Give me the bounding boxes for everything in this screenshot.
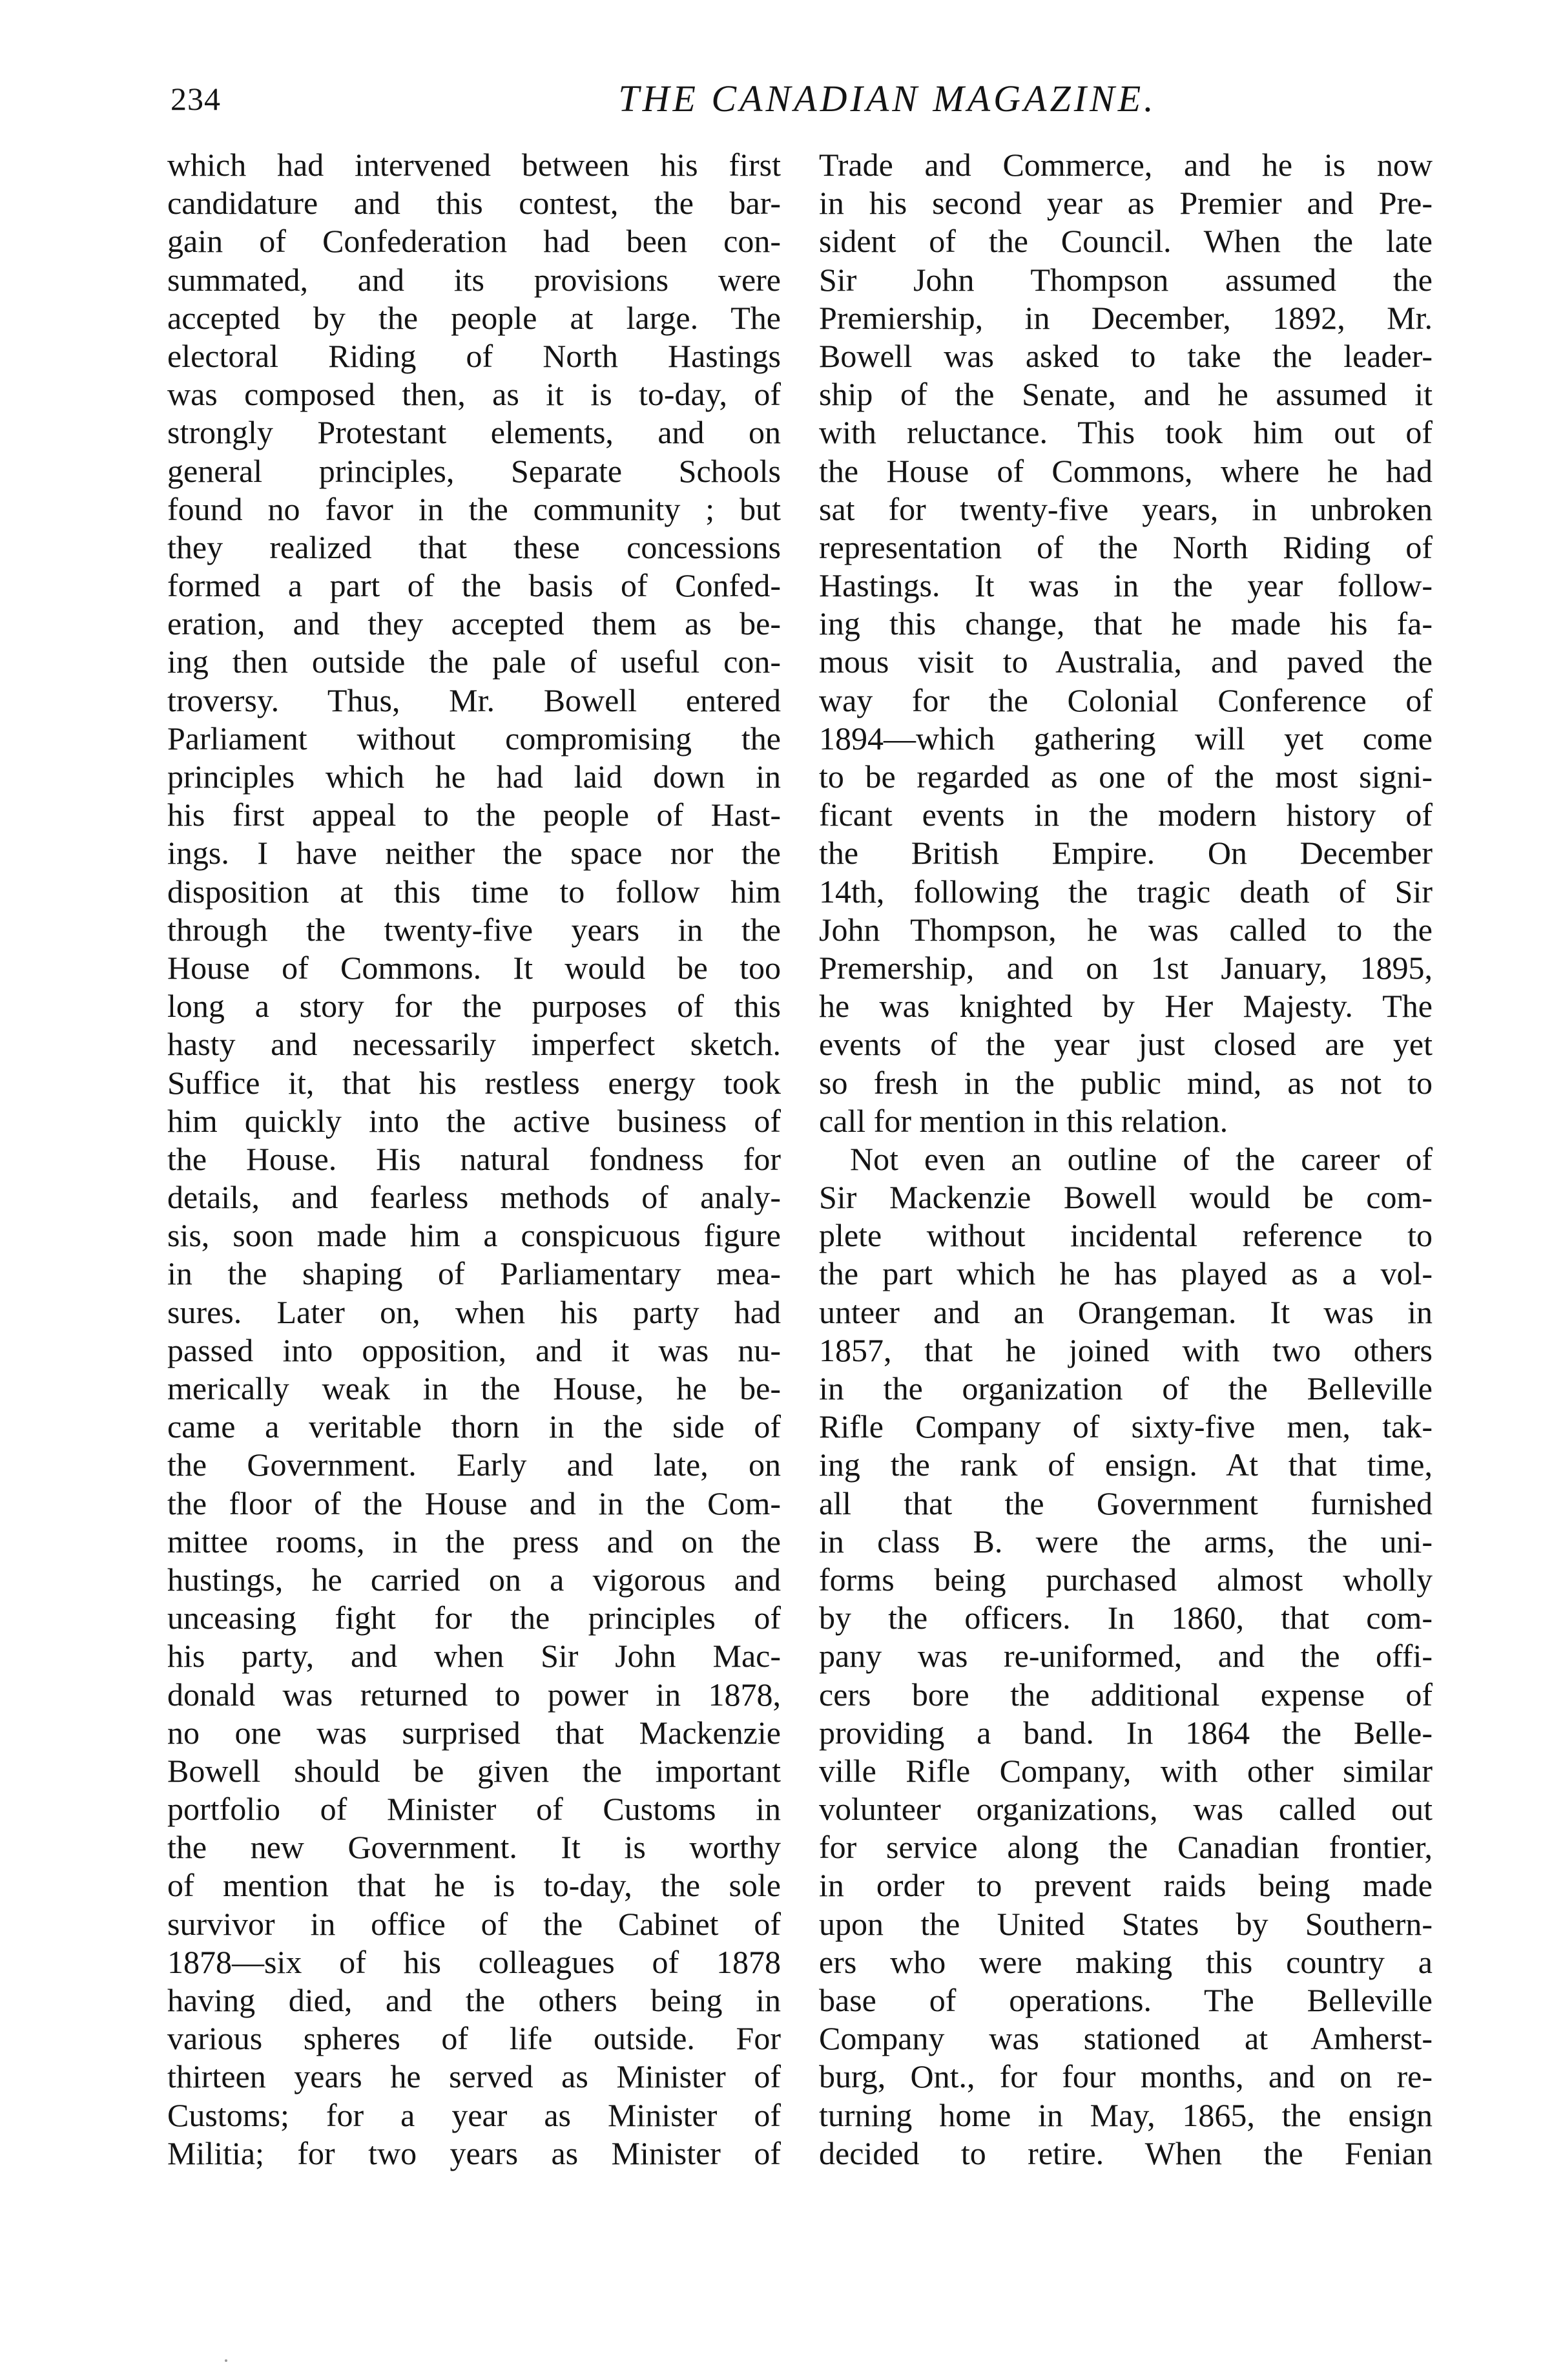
text-line: Customs; for a year as Minister of — [167, 2096, 781, 2133]
text-line: sident of the Council. When the late — [819, 223, 1433, 260]
text-line: accepted by the people at large. The — [167, 299, 781, 336]
text-line: Sir Mackenzie Bowell would be com- — [819, 1179, 1433, 1216]
text-line: in the organization of the Belleville — [819, 1370, 1433, 1406]
text-line: to be regarded as one of the most signi- — [819, 758, 1433, 795]
page-header — [171, 76, 1440, 134]
text-line: which had intervened between his first — [167, 147, 781, 183]
text-line: Sir John Thompson assumed the — [819, 261, 1433, 298]
text-line: sat for twenty-five years, in unbroken — [819, 490, 1433, 527]
text-line: of mention that he is to-day, the sole — [167, 1867, 781, 1904]
text-line: 1857, that he joined with two others — [819, 1331, 1433, 1368]
text-line: with reluctance. This took him out of — [819, 414, 1433, 451]
text-line: having died, and the others being in — [167, 1982, 781, 2018]
text-line: in order to prevent raids being made — [819, 1867, 1433, 1904]
text-line: ville Rifle Company, with other similar — [819, 1752, 1433, 1789]
text-line: ficant events in the modern history of — [819, 797, 1433, 833]
text-line: disposition at this time to follow him — [167, 873, 781, 910]
text-line: in class B. were the arms, the uni- — [819, 1523, 1433, 1560]
text-line: the British Empire. On December — [819, 835, 1433, 872]
text-line: 14th, following the tragic death of Sir — [819, 873, 1433, 910]
text-line: sures. Later on, when his party had — [167, 1293, 781, 1330]
text-line: by the officers. In 1860, that com- — [819, 1600, 1433, 1636]
text-line: turning home in May, 1865, the ensign — [819, 2096, 1433, 2133]
text-line: his party, and when Sir John Mac- — [167, 1638, 781, 1675]
text-line: burg, Ont., for four months, and on re- — [819, 2058, 1433, 2095]
text-line: House of Commons. It would be too — [167, 949, 781, 986]
text-line: Suffice it, that his restless energy took — [167, 1064, 781, 1101]
text-line: principles which he had laid down in — [167, 758, 781, 795]
text-line: 1894—which gathering will yet come — [819, 720, 1433, 757]
text-line: the House. His natural fondness for — [167, 1140, 781, 1177]
text-line: hustings, he carried on a vigorous and — [167, 1561, 781, 1598]
text-line: passed into opposition, and it was nu- — [167, 1331, 781, 1368]
running-title: THE CANADIAN MAGAZINE. — [618, 78, 1157, 120]
text-line: plete without incidental reference to — [819, 1217, 1433, 1254]
text-line: John Thompson, he was called to the — [819, 911, 1433, 948]
text-line: merically weak in the House, he be- — [167, 1370, 781, 1406]
text-line: ing then outside the pale of useful con- — [167, 643, 781, 680]
text-line: way for the Colonial Conference of — [819, 682, 1433, 718]
text-line: thirteen years he served as Minister of — [167, 2058, 781, 2095]
text-line: ing this change, that he made his fa- — [819, 605, 1433, 642]
text-line: Bowell was asked to take the leader- — [819, 337, 1433, 374]
text-line: ship of the Senate, and he assumed it — [819, 376, 1433, 413]
text-line: 1878—six of his colleagues of 1878 — [167, 1943, 781, 1980]
text-line: summated, and its provisions were — [167, 261, 781, 298]
text-line: his first appeal to the people of Hast- — [167, 797, 781, 833]
text-line: representation of the North Riding of — [819, 528, 1433, 565]
text-line: was composed then, as it is to-day, of — [167, 376, 781, 413]
text-line: the Government. Early and late, on — [167, 1446, 781, 1483]
text-line: found no favor in the community ; but — [167, 490, 781, 527]
text-line: through the twenty-five years in the — [167, 911, 781, 948]
text-line: in the shaping of Parliamentary mea- — [167, 1255, 781, 1292]
paragraph-start-line: Not even an outline of the career of — [850, 1140, 1433, 1177]
left-text-column — [167, 146, 781, 2173]
text-line: hasty and necessarily imperfect sketch. — [167, 1026, 781, 1063]
text-line: donald was returned to power in 1878, — [167, 1676, 781, 1713]
text-line: providing a band. In 1864 the Belle- — [819, 1714, 1433, 1751]
text-line: volunteer organizations, was called out — [819, 1791, 1433, 1828]
text-line: portfolio of Minister of Customs in — [167, 1791, 781, 1828]
text-line: candidature and this contest, the bar- — [167, 185, 781, 222]
text-line: the floor of the House and in the Com- — [167, 1485, 781, 1521]
text-line: no one was surprised that Mackenzie — [167, 1714, 781, 1751]
text-line: sis, soon made him a conspicuous figure — [167, 1217, 781, 1254]
text-line: general principles, Separate Schools — [167, 452, 781, 489]
text-line: various spheres of life outside. For — [167, 2020, 781, 2057]
text-line: eration, and they accepted them as be- — [167, 605, 781, 642]
text-line: events of the year just closed are yet — [819, 1026, 1433, 1063]
text-line: they realized that these concessions — [167, 528, 781, 565]
text-line: decided to retire. When the Fenian — [819, 2135, 1433, 2171]
text-line: Trade and Commerce, and he is now — [819, 147, 1433, 183]
text-line: details, and fearless methods of analy- — [167, 1179, 781, 1216]
text-line: base of operations. The Belleville — [819, 1982, 1433, 2018]
text-line: ing the rank of ensign. At that time, — [819, 1446, 1433, 1483]
text-line: Parliament without compromising the — [167, 720, 781, 757]
text-line: Premiership, in December, 1892, Mr. — [819, 299, 1433, 336]
text-line: ings. I have neither the space nor the — [167, 835, 781, 872]
text-line: mous visit to Australia, and paved the — [819, 643, 1433, 680]
text-line: in his second year as Premier and Pre- — [819, 185, 1433, 222]
text-line: ers who were making this country a — [819, 1943, 1433, 1980]
text-line: Bowell should be given the important — [167, 1752, 781, 1789]
text-line: all that the Government furnished — [819, 1485, 1433, 1521]
text-line: forms being purchased almost wholly — [819, 1561, 1433, 1598]
text-line: him quickly into the active business of — [167, 1102, 781, 1139]
text-line: Company was stationed at Amherst- — [819, 2020, 1433, 2057]
text-line: the House of Commons, where he had — [819, 452, 1433, 489]
text-line: formed a part of the basis of Confed- — [167, 567, 781, 604]
text-line: gain of Confederation had been con- — [167, 223, 781, 260]
paper-speck — [225, 2359, 227, 2362]
text-line: Premership, and on 1st January, 1895, — [819, 949, 1433, 986]
text-line: unteer and an Orangeman. It was in — [819, 1293, 1433, 1330]
text-line: came a veritable thorn in the side of — [167, 1408, 781, 1445]
text-line: electoral Riding of North Hastings — [167, 337, 781, 374]
text-line: pany was re-uniformed, and the offi- — [819, 1638, 1433, 1675]
text-line: long a story for the purposes of this — [167, 988, 781, 1025]
text-line: Hastings. It was in the year follow- — [819, 567, 1433, 604]
text-line: for service along the Canadian frontier, — [819, 1829, 1433, 1866]
text-line: troversy. Thus, Mr. Bowell entered — [167, 682, 781, 718]
text-line: unceasing fight for the principles of — [167, 1600, 781, 1636]
right-text-column — [819, 146, 1433, 2173]
text-line: cers bore the additional expense of — [819, 1676, 1433, 1713]
text-line: strongly Protestant elements, and on — [167, 414, 781, 451]
text-line: Rifle Company of sixty-five men, tak- — [819, 1408, 1433, 1445]
page-number: 234 — [171, 81, 221, 117]
text-line: he was knighted by Her Majesty. The — [819, 988, 1433, 1025]
text-line: the part which he has played as a vol- — [819, 1255, 1433, 1292]
text-line: mittee rooms, in the press and on the — [167, 1523, 781, 1560]
text-line: upon the United States by Southern- — [819, 1905, 1433, 1942]
text-line: the new Government. It is worthy — [167, 1829, 781, 1866]
text-line: so fresh in the public mind, as not to — [819, 1064, 1433, 1101]
paragraph-end-line: call for mention in this relation. — [819, 1102, 1228, 1139]
text-line: survivor in office of the Cabinet of — [167, 1905, 781, 1942]
text-line: Militia; for two years as Minister of — [167, 2135, 781, 2171]
